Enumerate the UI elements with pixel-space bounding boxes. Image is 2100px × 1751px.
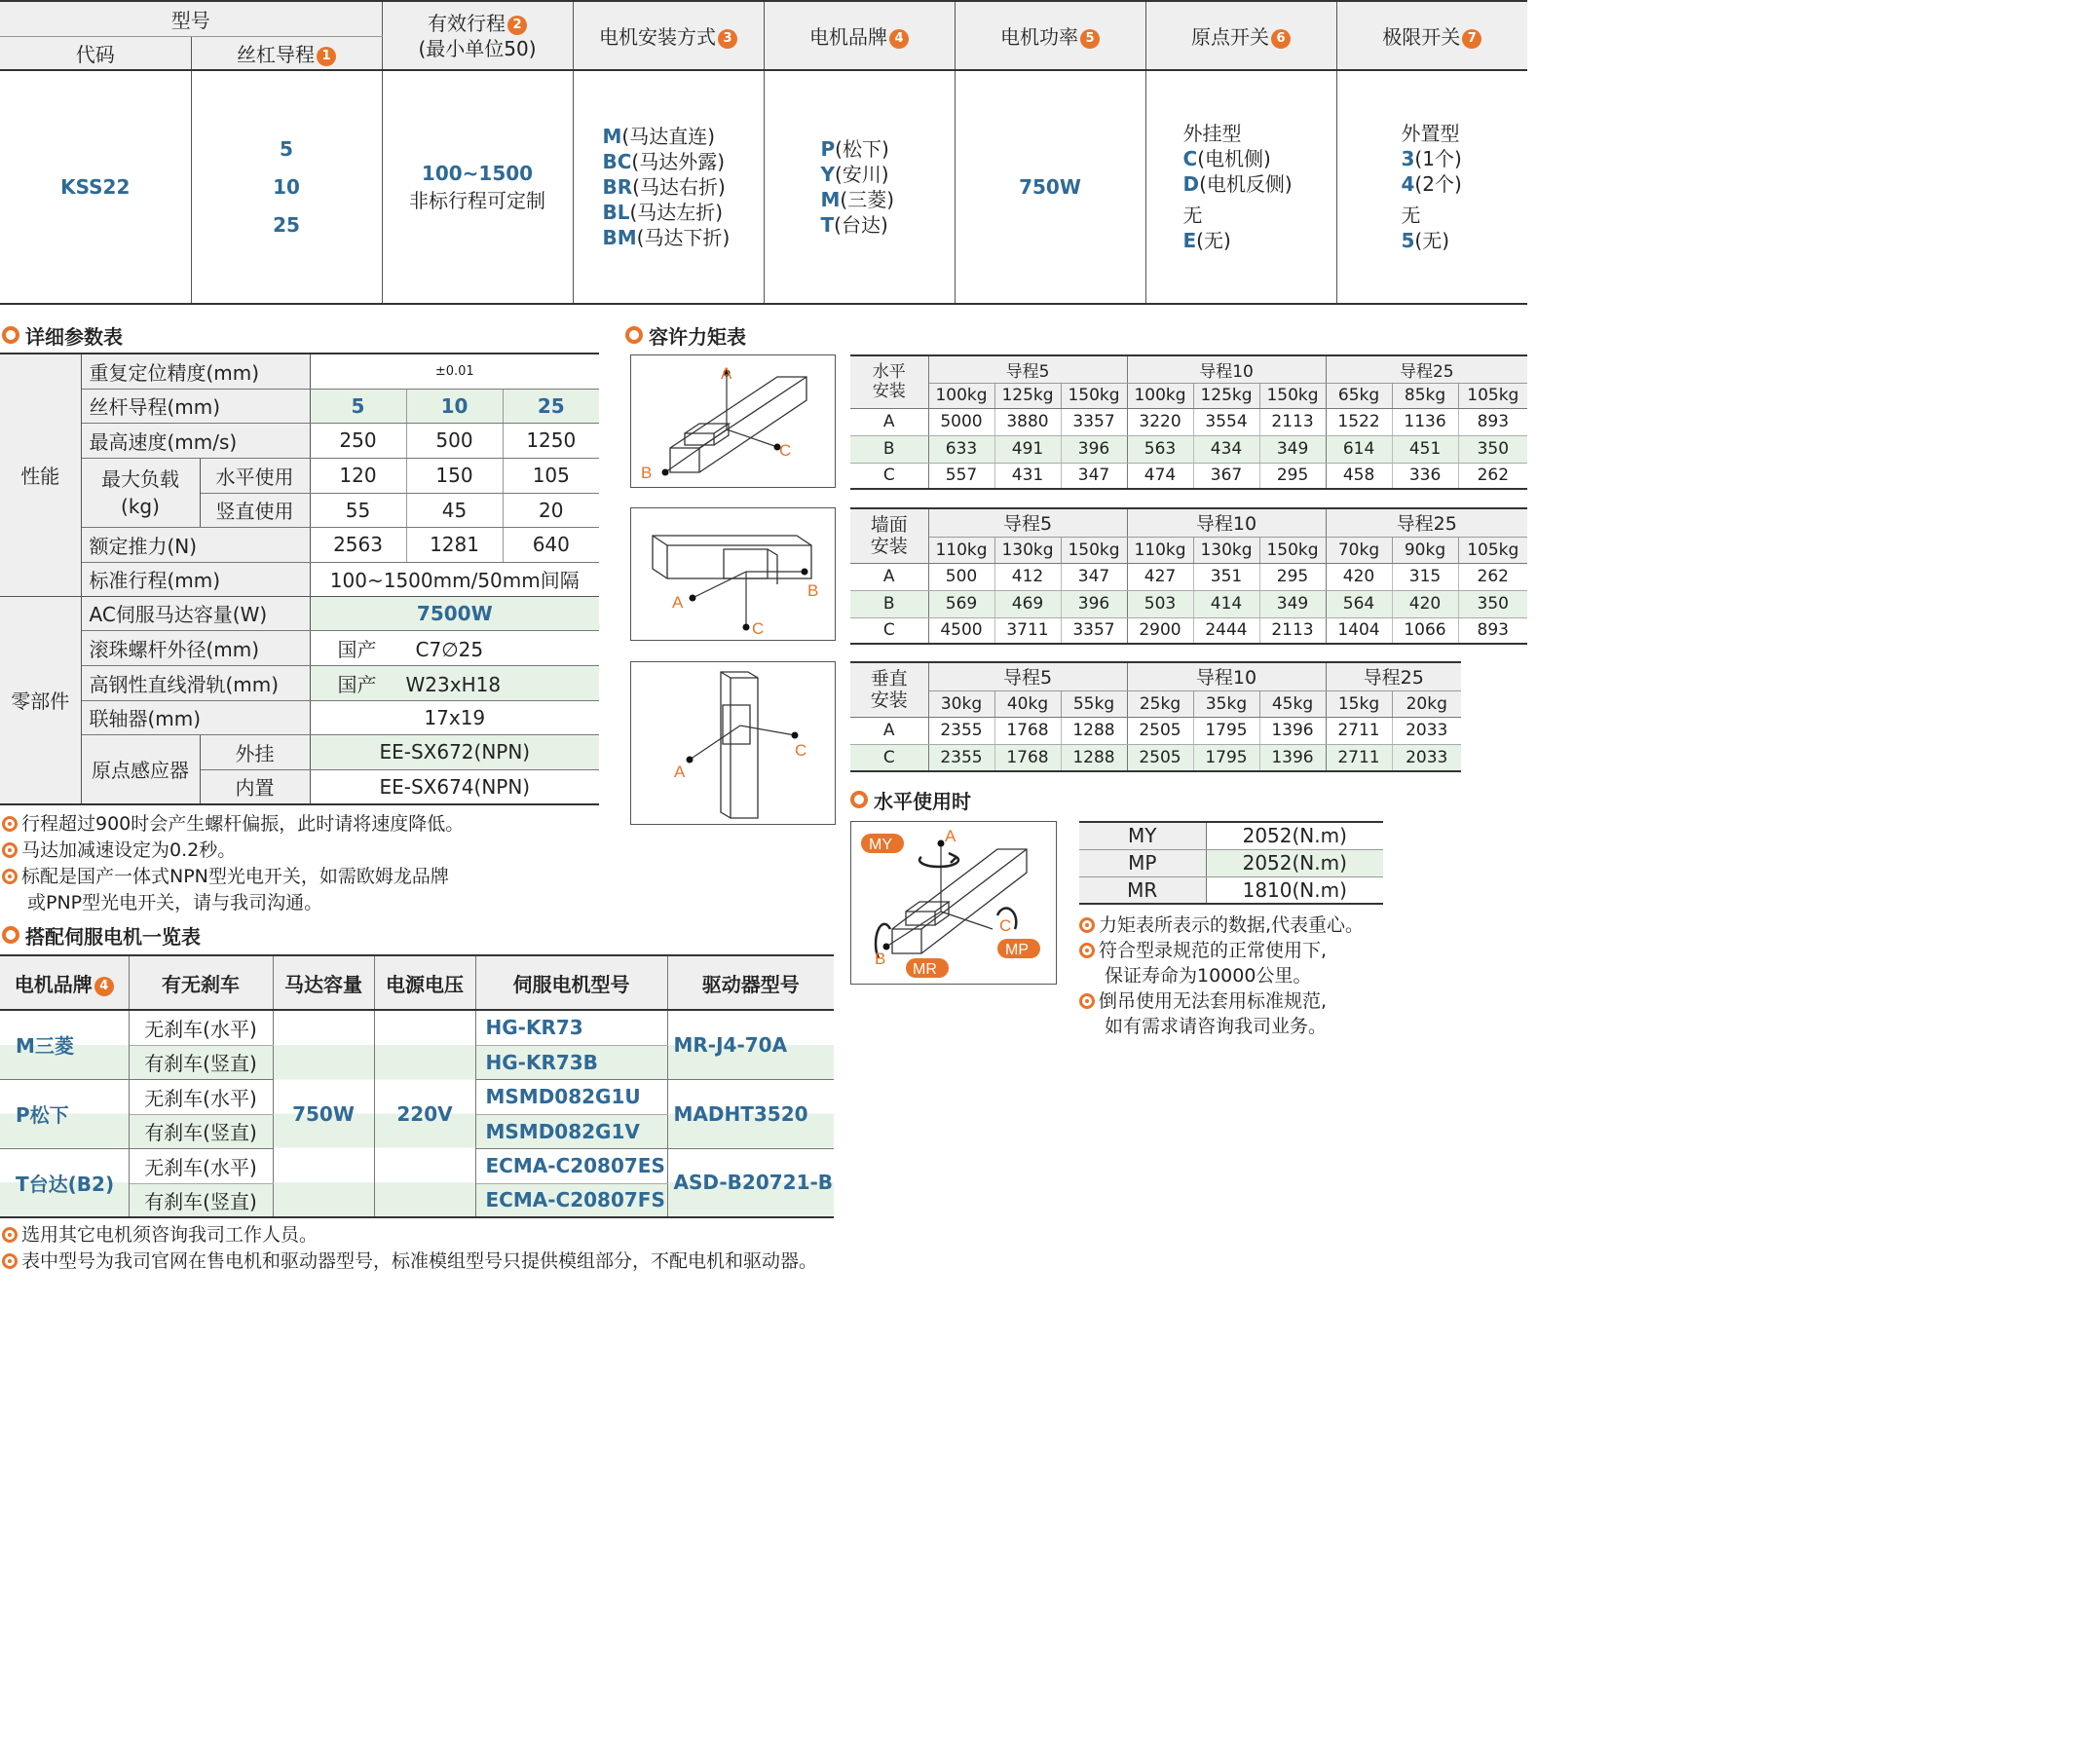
- servo-volt-header: 电源电压: [374, 955, 475, 1010]
- value-cell: 295: [1259, 463, 1326, 489]
- value-cell: 1288: [1061, 744, 1127, 771]
- label-a: A: [721, 364, 732, 383]
- value-cell: 1768: [994, 744, 1061, 771]
- label-c: C: [752, 619, 765, 638]
- axis-cell: B: [850, 590, 928, 617]
- value-cell: 458: [1326, 463, 1392, 489]
- value-cell: 3880: [994, 408, 1061, 435]
- thrust-label: 额定推力(N): [81, 527, 310, 562]
- note-item-cont: 如有需求请咨询我司业务。: [1105, 1016, 1328, 1037]
- detail-notes: [2, 811, 601, 916]
- load-value: 20: [503, 493, 599, 527]
- servo-brake: 无刹车(水平): [129, 1079, 273, 1114]
- value-cell: 431: [994, 463, 1061, 489]
- value-cell: 2355: [928, 744, 994, 771]
- servo-section-title: 搭配伺服电机一览表: [2, 922, 201, 948]
- axis-cell: A: [850, 563, 928, 590]
- horizontal-mount-diagram: [630, 354, 836, 488]
- value-cell: 503: [1127, 590, 1193, 617]
- load-row: [850, 383, 1527, 408]
- note-item: 表中型号为我司官网在售电机和驱动器型号，标准模组型号只提供模组部分，不配电机和驱动器。: [2, 1248, 976, 1275]
- servo-driver: ASD-B20721-B: [667, 1148, 834, 1217]
- label-b: B: [641, 464, 653, 482]
- load-cell: 105kg: [1458, 383, 1527, 408]
- lead-label: 丝杆导程(mm): [81, 389, 310, 423]
- value-cell: 2711: [1326, 744, 1392, 771]
- load-cell: 40kg: [994, 690, 1061, 717]
- value-cell: 1288: [1061, 717, 1127, 744]
- axis-cell: C: [850, 463, 928, 489]
- value-cell: 351: [1193, 563, 1259, 590]
- thrust-value: 2563: [310, 527, 406, 562]
- moment-key: MY: [1079, 822, 1206, 849]
- servo-brake: 无刹车(水平): [129, 1148, 273, 1183]
- note-item: 力矩表所表示的数据,代表重心。: [1079, 913, 1522, 938]
- lead-group: 导程25: [1326, 662, 1461, 690]
- value-cell: 451: [1392, 435, 1458, 463]
- origin-header: 原点开关 6: [1145, 1, 1336, 70]
- note-item: 马达加减速设定为0.2秒。: [2, 838, 601, 864]
- value-cell: 1066: [1392, 617, 1458, 644]
- value-cell: 396: [1061, 590, 1127, 617]
- moment-key: MP: [1079, 849, 1206, 876]
- lead-header: 丝杠导程 1: [191, 36, 382, 70]
- value-cell: 3357: [1061, 408, 1127, 435]
- value-cell: 347: [1061, 463, 1127, 489]
- value-cell: 474: [1127, 463, 1193, 489]
- note-bullet-icon: [2, 842, 18, 858]
- lead-group: 导程10: [1127, 508, 1326, 537]
- servo-cap-header: 马达容量: [273, 955, 374, 1010]
- code-header: 代码: [0, 36, 191, 70]
- value-cell: 2033: [1392, 717, 1461, 744]
- parts-group-label: 零部件: [0, 596, 81, 804]
- value-cell: 2113: [1259, 617, 1326, 644]
- moment-key: MR: [1079, 876, 1206, 904]
- load-cell: 150kg: [1061, 383, 1127, 408]
- speed-label: 最高速度(mm/s): [81, 423, 310, 458]
- sensor-label: 原点感应器: [81, 734, 200, 804]
- servo-brake: 有刹车(竖直): [129, 1183, 273, 1217]
- value-cell: 350: [1458, 435, 1527, 463]
- screw-label: 滚珠螺杆外径(mm): [81, 630, 310, 665]
- load-cell: 150kg: [1061, 537, 1127, 563]
- note-item: 行程超过900时会产生螺杆偏振，此时请将速度降低。: [2, 811, 601, 838]
- servo-brake-header: 有无刹车: [129, 955, 273, 1010]
- value-cell: 614: [1326, 435, 1392, 463]
- lead-group: 导程5: [928, 508, 1127, 537]
- servo-table: [0, 954, 834, 1218]
- axis-cell: C: [850, 617, 928, 644]
- servo-model: ECMA-C20807FS: [475, 1183, 667, 1217]
- sensor-external-value: EE-SX672(NPN): [310, 734, 599, 769]
- servo-brake: 无刹车(水平): [129, 1010, 273, 1045]
- moment-limit-table: [1079, 821, 1383, 905]
- servo-brand-header: 电机品牌 4: [0, 955, 129, 1010]
- detail-lead-25: 25: [503, 389, 599, 423]
- value-cell: 3711: [994, 617, 1061, 644]
- wall-mount-diagram: [630, 507, 836, 641]
- load-cell: 65kg: [1326, 383, 1392, 408]
- label-b: B: [875, 950, 886, 968]
- load-cell: 100kg: [928, 383, 994, 408]
- sensor-internal-value: EE-SX674(NPN): [379, 774, 531, 799]
- mr-label: MR: [913, 961, 937, 978]
- value-cell: 564: [1326, 590, 1392, 617]
- value-cell: 367: [1193, 463, 1259, 489]
- limit-options: 外置型 3(1个) 4(2个) 无 5(无): [1401, 122, 1462, 252]
- rail-label: 高钢性直线滑轨(mm): [81, 665, 310, 700]
- mount-type-label: 水平 安装: [850, 355, 928, 408]
- my-label: MY: [869, 837, 892, 853]
- mount-type-label: 垂直 安装: [850, 662, 928, 717]
- repeat-label: 重复定位精度(mm): [81, 354, 310, 389]
- ring-icon: [2, 926, 19, 944]
- ring-icon: [625, 326, 643, 344]
- load-horizontal-label: 水平使用: [200, 458, 310, 493]
- value-cell: 2900: [1127, 617, 1193, 644]
- value-cell: 2505: [1127, 717, 1193, 744]
- value-cell: 420: [1326, 563, 1392, 590]
- value-cell: 2444: [1193, 617, 1259, 644]
- axis-cell: A: [850, 408, 928, 435]
- value-cell: 2033: [1406, 747, 1448, 767]
- value-cell: 427: [1127, 563, 1193, 590]
- load-cell: 45kg: [1259, 690, 1326, 717]
- value-cell: 491: [994, 435, 1061, 463]
- load-value: 55: [310, 493, 406, 527]
- detail-section-title: 详细参数表: [2, 322, 123, 348]
- lead-group: 导程5: [928, 662, 1127, 690]
- lead-options: 5 10 25: [191, 70, 382, 304]
- servo-brake: 有刹车(竖直): [129, 1045, 273, 1079]
- load-value: 120: [310, 458, 406, 493]
- mount-type-label: 墙面 安装: [850, 508, 928, 563]
- rail-value: 国产 W23xH18: [310, 665, 599, 700]
- servo-brand: P松下: [0, 1079, 129, 1148]
- note-bullet-icon: [2, 1227, 18, 1243]
- label-a: A: [672, 593, 684, 612]
- horizontal-use-notes: [1079, 913, 1522, 1039]
- servo-brake: 有刹车(竖直): [129, 1114, 273, 1148]
- detail-lead-10: 10: [406, 389, 503, 423]
- note-item: 标配是国产一体式NPN型光电开关，如需欧姆龙品牌: [2, 864, 601, 890]
- coupling-value: 17x19: [310, 700, 599, 734]
- servo-brand: M三菱: [0, 1010, 129, 1079]
- value-cell: 557: [928, 463, 994, 489]
- load-cell: 125kg: [994, 383, 1061, 408]
- servo-model: HG-KR73: [475, 1010, 667, 1045]
- value-cell: 315: [1392, 563, 1458, 590]
- screw-value: 国产 C7∅25: [310, 630, 599, 665]
- note-bullet-icon: [2, 1253, 18, 1269]
- value-cell: 469: [994, 590, 1061, 617]
- horizontal-use-title: 水平使用时: [850, 787, 971, 812]
- moment-value: 1810(N.m): [1242, 877, 1347, 902]
- servo-notes: [2, 1222, 976, 1275]
- value-cell: 2113: [1259, 408, 1326, 435]
- lead-group: 导程5: [928, 355, 1127, 383]
- value-cell: 563: [1127, 435, 1193, 463]
- axis-cell: C: [850, 744, 928, 771]
- label-b: B: [807, 581, 819, 600]
- note-bullet-icon: [1079, 993, 1095, 1009]
- value-cell: 412: [994, 563, 1061, 590]
- load-cell: 90kg: [1392, 537, 1458, 563]
- stroke-header: 有效行程 2 (最小单位50): [382, 1, 573, 70]
- speed-value: 1250: [503, 423, 599, 458]
- value-cell: 1768: [994, 717, 1061, 744]
- note-bullet-icon: [2, 869, 18, 884]
- repeat-value: ±0.01: [310, 354, 599, 389]
- note-bullet-icon: [2, 816, 18, 832]
- value-cell: 5000: [928, 408, 994, 435]
- moment-section-title: 容许力矩表: [625, 322, 746, 348]
- ring-icon: [850, 791, 868, 808]
- load-cell: 35kg: [1193, 690, 1259, 717]
- value-cell: 1396: [1259, 744, 1326, 771]
- value-cell: 434: [1193, 435, 1259, 463]
- mp-label: MP: [1005, 942, 1029, 958]
- moment-row: [850, 590, 1527, 617]
- value-cell: 1404: [1326, 617, 1392, 644]
- value-cell: 349: [1259, 590, 1326, 617]
- load-cell: 130kg: [994, 537, 1061, 563]
- load-row: [850, 537, 1527, 563]
- servo-model: MSMD082G1U: [475, 1079, 667, 1114]
- load-cell: 20kg: [1392, 690, 1461, 717]
- brand-header: 电机品牌 4: [764, 1, 955, 70]
- load-value: 105: [503, 458, 599, 493]
- load-row: [850, 690, 1461, 717]
- load-cell: 55kg: [1061, 690, 1127, 717]
- value-cell: 349: [1259, 435, 1326, 463]
- servo-model-header: 伺服电机型号: [475, 955, 667, 1010]
- model-table: [0, 0, 1527, 305]
- value-cell: 4500: [928, 617, 994, 644]
- servo-driver: MR-J4-70A: [667, 1010, 834, 1079]
- moment-axis-diagram: [850, 821, 1057, 985]
- thrust-value: 640: [503, 527, 599, 562]
- moment-row: [850, 408, 1527, 435]
- brand-options: P(松下) Y(安川) M(三菱) T(台达): [764, 70, 955, 304]
- value-cell: 2355: [928, 717, 994, 744]
- perf-group-label: 性能: [0, 354, 81, 596]
- servo-driver: MADHT3520: [667, 1079, 834, 1148]
- value-cell: 3220: [1127, 408, 1193, 435]
- value-cell: 1795: [1193, 717, 1259, 744]
- lead-group: 导程10: [1127, 355, 1326, 383]
- origin-options: 外挂型 C(电机侧) D(电机反侧) 无 E(无): [1145, 70, 1336, 304]
- model-header: 型号: [0, 1, 382, 36]
- load-cell: 25kg: [1127, 690, 1193, 717]
- axis-cell: A: [850, 717, 928, 744]
- detail-lead-5: 5: [310, 389, 406, 423]
- speed-value: 250: [310, 423, 406, 458]
- lead-group: 导程10: [1127, 662, 1326, 690]
- mount-options: M(马达直连) BC(马达外露) BR(马达右折) BL(马达左折) BM(马达下折): [573, 70, 764, 304]
- label-c: C: [779, 441, 792, 460]
- note-bullet-icon: [1079, 917, 1095, 933]
- load-value: 45: [406, 493, 503, 527]
- label-a: A: [945, 827, 956, 845]
- value-cell: 336: [1392, 463, 1458, 489]
- load-cell: 15kg: [1326, 690, 1392, 717]
- value-cell: 1522: [1326, 408, 1392, 435]
- load-cell: 150kg: [1259, 537, 1326, 563]
- load-cell: 110kg: [928, 537, 994, 563]
- load-cell: 85kg: [1392, 383, 1458, 408]
- moment-horizontal-table: [850, 354, 1527, 490]
- ring-icon: [2, 326, 19, 344]
- value-cell: 1396: [1259, 717, 1326, 744]
- value-cell: 262: [1477, 466, 1510, 486]
- value-cell: 569: [928, 590, 994, 617]
- value-cell: 350: [1458, 590, 1527, 617]
- value-cell: 420: [1392, 590, 1458, 617]
- load-cell: 105kg: [1458, 537, 1527, 563]
- load-cell: 150kg: [1259, 383, 1326, 408]
- value-cell: 295: [1259, 563, 1326, 590]
- note-item: 倒吊使用无法套用标准规范,: [1079, 988, 1522, 1014]
- stroke-options: 100~1500 非标行程可定制: [382, 70, 573, 304]
- limit-header: 极限开关 7: [1336, 1, 1527, 70]
- load-value: 150: [406, 458, 503, 493]
- label-a: A: [674, 763, 686, 781]
- load-cell: 125kg: [1193, 383, 1259, 408]
- value-cell: 2505: [1127, 744, 1193, 771]
- servo-driver-header: 驱动器型号: [667, 955, 834, 1010]
- axis-cell: B: [850, 435, 928, 463]
- label-c: C: [795, 741, 807, 760]
- servo-model: MSMD082G1V: [475, 1114, 667, 1148]
- sensor-internal-label: 内置: [200, 769, 310, 804]
- servo-volt: 220V: [374, 1010, 475, 1217]
- value-cell: 347: [1061, 563, 1127, 590]
- note-item-cont: 保证寿命为10000公里。: [1105, 965, 1312, 987]
- value-cell: 3554: [1193, 408, 1259, 435]
- load-vertical-label: 竖直使用: [200, 493, 310, 527]
- value-cell: 1795: [1193, 744, 1259, 771]
- label-c: C: [999, 916, 1012, 935]
- note-item-cont: 或PNP型光电开关，请与我司沟通。: [27, 892, 323, 913]
- moment-value: 2052(N.m): [1206, 849, 1383, 876]
- value-cell: 893: [1458, 408, 1527, 435]
- load-cell: 30kg: [928, 690, 994, 717]
- value-cell: 414: [1193, 590, 1259, 617]
- servo-model: ECMA-C20807ES: [475, 1148, 667, 1183]
- moment-row: [850, 435, 1527, 463]
- stroke-value: 100~1500mm/50mm间隔: [310, 562, 599, 596]
- speed-value: 500: [406, 423, 503, 458]
- thrust-value: 1281: [406, 527, 503, 562]
- note-bullet-icon: [1079, 943, 1095, 958]
- detail-table: [0, 353, 599, 805]
- moment-vertical-table: [850, 661, 1461, 772]
- moment-row: [850, 617, 1527, 644]
- lead-group: 导程25: [1326, 508, 1527, 537]
- note-item: 选用其它电机须咨询我司工作人员。: [2, 1222, 976, 1248]
- lead-group: 导程25: [1326, 355, 1527, 383]
- moment-value: 2052(N.m): [1206, 822, 1383, 849]
- ac-value: 7500W: [310, 596, 599, 630]
- stroke-label: 标准行程(mm): [81, 562, 310, 596]
- value-cell: 3357: [1061, 617, 1127, 644]
- ac-label: AC伺服马达容量(W): [81, 596, 310, 630]
- servo-cap: 750W: [273, 1010, 374, 1217]
- servo-model: HG-KR73B: [475, 1045, 667, 1079]
- moment-row: [850, 463, 1527, 489]
- load-cell: 100kg: [1127, 383, 1193, 408]
- mount-header: 电机安装方式 3: [573, 1, 764, 70]
- value-cell: 893: [1477, 620, 1509, 641]
- load-cell: 70kg: [1326, 537, 1392, 563]
- note-item: 符合型录规范的正常使用下,: [1079, 938, 1522, 963]
- value-cell: 1136: [1392, 408, 1458, 435]
- model-code: KSS22: [0, 70, 191, 304]
- moment-row: [850, 744, 1461, 771]
- servo-brand: T台达(B2): [0, 1148, 129, 1217]
- vertical-mount-diagram: [630, 661, 836, 825]
- value-cell: 2711: [1326, 717, 1392, 744]
- value-cell: 633: [928, 435, 994, 463]
- coupling-label: 联轴器(mm): [81, 700, 310, 734]
- moment-row: [850, 563, 1527, 590]
- value-cell: 500: [928, 563, 994, 590]
- load-cell: 130kg: [1193, 537, 1259, 563]
- moment-wall-table: [850, 507, 1527, 645]
- value-cell: 396: [1061, 435, 1127, 463]
- value-cell: 262: [1458, 563, 1527, 590]
- power-option: 750W: [955, 70, 1145, 304]
- load-cell: 110kg: [1127, 537, 1193, 563]
- power-header: 电机功率 5: [955, 1, 1145, 70]
- load-label: 最大负载 (kg): [81, 458, 200, 527]
- sensor-external-label: 外挂: [200, 734, 310, 769]
- moment-row: [850, 717, 1461, 744]
